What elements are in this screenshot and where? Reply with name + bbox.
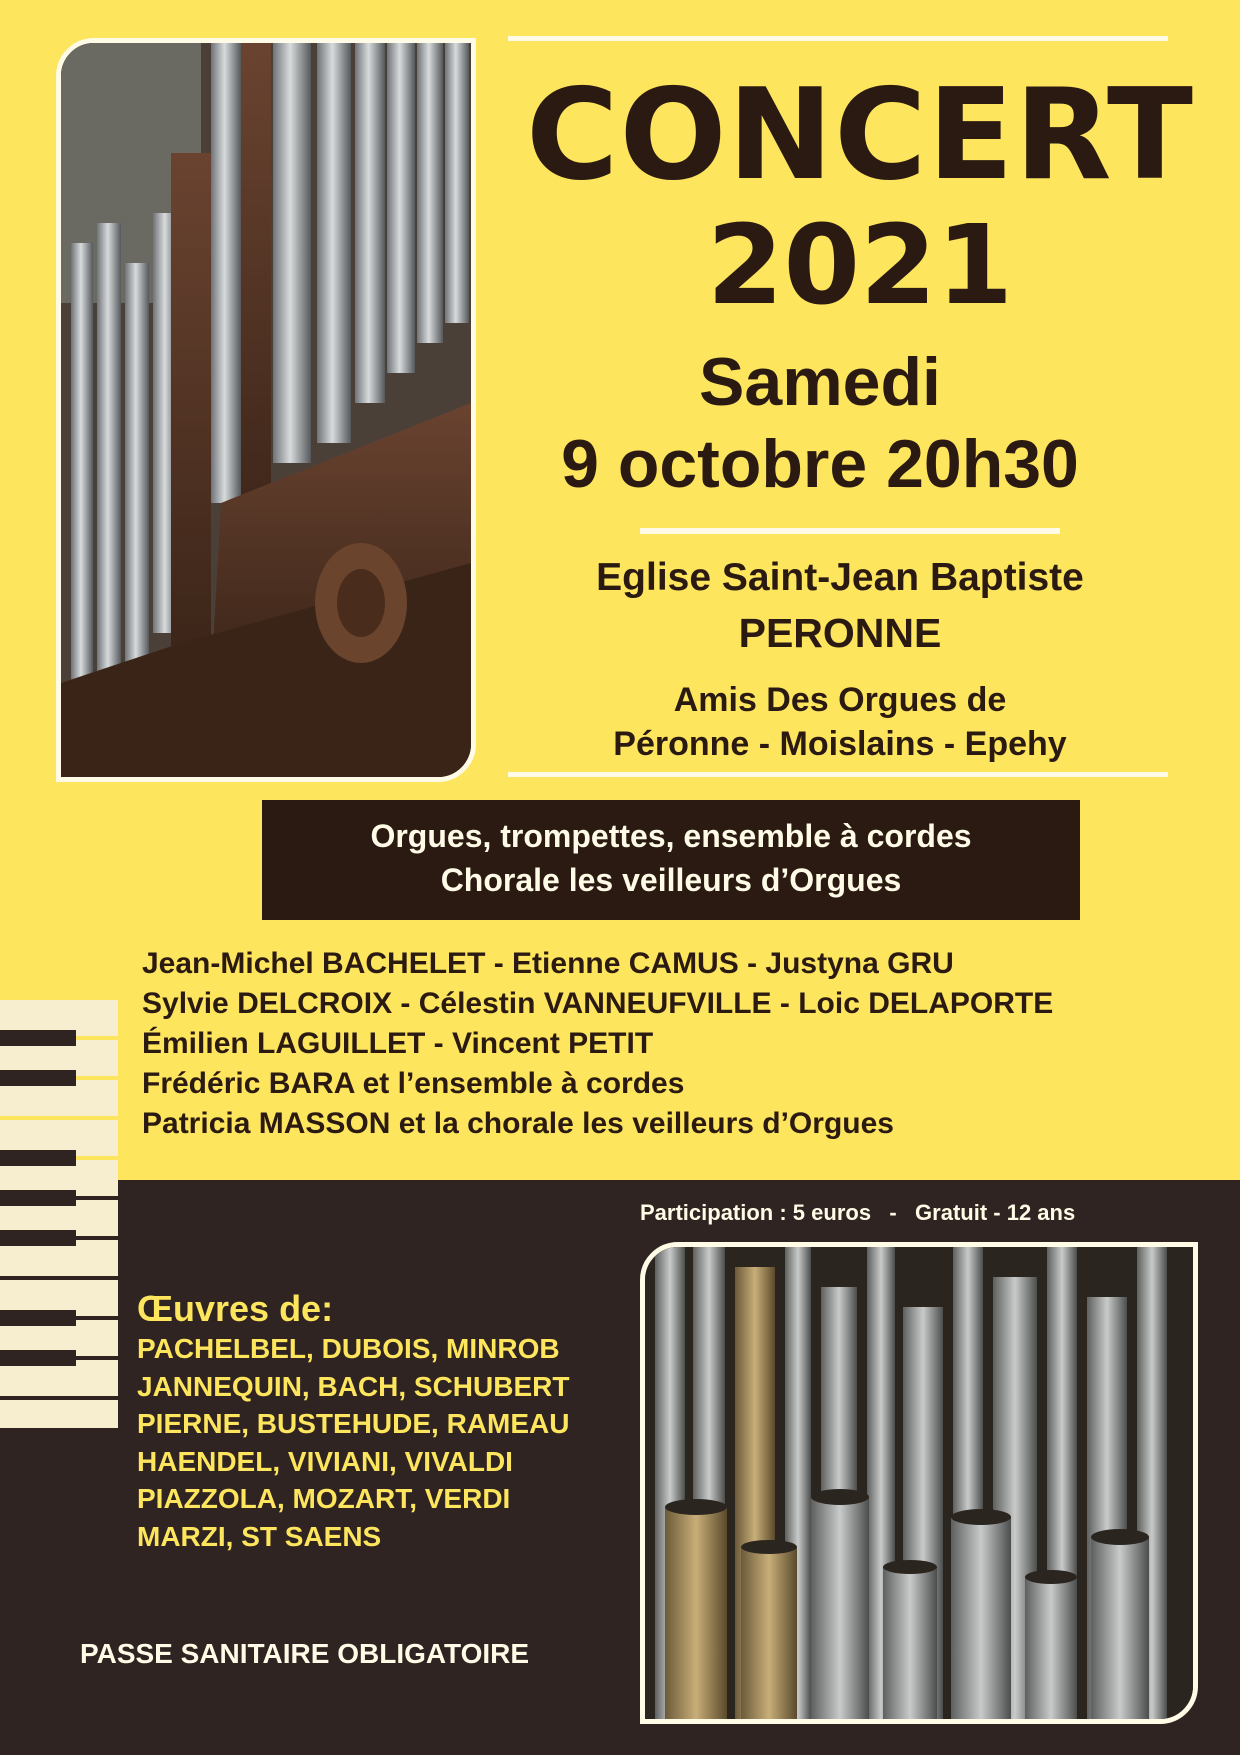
title-divider [640,528,1060,534]
concert-title: CONCERT [526,61,1194,208]
performer-line: Jean-Michel BACHELET - Etienne CAMUS - Justyna GRU [142,947,954,980]
performer-line: Frédéric BARA et l’ensemble à cordes [142,1067,685,1100]
composer-line: PACHELBEL, DUBOIS, MINROB [137,1333,560,1364]
concert-date-time: 9 octobre 20h30 [561,426,1079,502]
concert-year: 2021 [706,201,1014,329]
program-line-1: Orgues, trompettes, ensemble à cordes [370,818,972,854]
organ-pipes-illustration [61,43,471,777]
organ-photo-top [56,38,476,782]
piano-keys-icon [0,1000,120,1430]
works-heading: Œuvres de: [137,1288,334,1329]
composer-line: PIERNE, BUSTEHUDE, RAMEAU [137,1408,570,1439]
performers-list [142,944,1222,1144]
price-info: Participation : 5 euros - Gratuit - 12 ans [640,1200,1076,1225]
organ-photo-bottom [640,1242,1198,1724]
performer-line: Patricia MASSON et la chorale les veilleurs d’Orgues [142,1107,894,1140]
composer-line: MARZI, ST SAENS [137,1520,382,1552]
performer-line: Sylvie DELCROIX - Célestin VANNEUFVILLE - Loic DELAPORTE [142,987,1054,1020]
top-rule [508,36,1168,41]
performer-line: Émilien LAGUILLET - Vincent PETIT [142,1027,654,1060]
concert-day: Samedi [699,344,941,420]
composer-line: JANNEQUIN, BACH, SCHUBERT [137,1370,570,1402]
association-name [520,678,1160,766]
association-line-1: Amis Des Orgues de [673,681,1007,719]
bottom-rule [508,772,1168,777]
association-line-2: Péronne - Moislains - Epehy [613,725,1067,763]
program-line-2: Chorale les veilleurs d’Orgues [440,862,902,898]
organ-pipes-closeup-illustration [645,1247,1193,1719]
composer-line: HAENDEL, VIVIANI, VIVALDI [137,1445,513,1477]
program-banner [262,800,1080,920]
composer-line: PIAZZOLA, MOZART, VERDI [137,1483,511,1514]
composers-list [137,1330,657,1555]
health-pass-notice: PASSE SANITAIRE OBLIGATOIRE [80,1638,530,1669]
venue-church: Eglise Saint-Jean Baptiste [596,556,1084,599]
venue-city: PERONNE [738,610,942,656]
